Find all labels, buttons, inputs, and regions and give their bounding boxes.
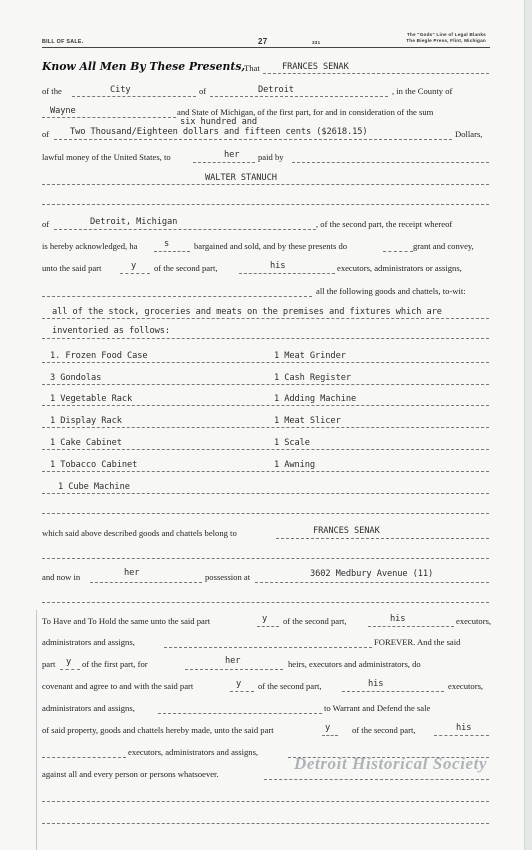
item-line-2 <box>42 384 489 385</box>
blank-line-6 <box>264 779 489 780</box>
has-line <box>154 251 190 252</box>
item-line-1 <box>42 362 489 363</box>
city-type-line <box>72 96 196 97</box>
grant-line <box>383 251 413 252</box>
goods-description-1: all of the stock, groceries and meats on the premises and fixtures which are <box>52 307 442 317</box>
first-part-label: of the first part, for <box>82 659 148 669</box>
item-left-3: 1 Vegetable Rack <box>50 394 133 404</box>
second-part-label-4: of the second part, <box>352 725 416 735</box>
dollars-label: Dollars, <box>455 129 483 139</box>
seller-city: Detroit <box>258 85 294 95</box>
amount-line <box>54 139 452 140</box>
blank-line-4 <box>42 602 489 603</box>
possession-line <box>90 582 202 583</box>
party-y-line-2 <box>230 691 254 692</box>
second-part-label-3: of the second part, <box>258 681 322 691</box>
his-line-3 <box>342 691 444 692</box>
bargained-label: bargained and sold, and by these presents do <box>194 241 348 251</box>
her-line <box>185 669 283 670</box>
party-y-2: y <box>236 679 242 689</box>
buyer-city: Detroit, Michigan <box>90 217 178 227</box>
seller-city-line <box>210 96 388 97</box>
seller-name: FRANCES SENAK <box>282 62 349 72</box>
goods-line-0 <box>42 296 312 297</box>
part-y-line <box>60 669 80 670</box>
her-insert: her <box>225 656 241 666</box>
of-label-3: of <box>42 219 50 229</box>
of-label: of <box>199 86 207 96</box>
form-code: 331 <box>312 40 321 45</box>
amount-insert: six hundred and <box>180 117 257 127</box>
blank-line-2 <box>42 513 489 514</box>
page-fold-edge <box>524 0 532 850</box>
county-line <box>42 117 176 118</box>
state-consideration: and State of Michigan, of the first part, for and in consideration of the sum <box>177 107 434 117</box>
owner-name: FRANCES SENAK <box>313 526 380 536</box>
receipt-label: , of the second part, the receipt whereof <box>316 219 453 229</box>
to-whom: her <box>224 150 240 160</box>
party-y-line-3 <box>322 735 338 736</box>
goods-line-2 <box>42 338 489 339</box>
admins-assigns-label: administrators and assigns, <box>42 637 135 647</box>
publisher-line-1: The "Gods" Line of Legal Blanks <box>406 32 486 37</box>
item-left-6: 1 Tobacco Cabinet <box>50 460 138 470</box>
item-right-6: 1 Awning <box>274 460 316 470</box>
paid-by-line <box>292 162 489 163</box>
item-line-6 <box>42 471 489 472</box>
item-left-7: 1 Cube Machine <box>58 482 130 492</box>
blank-line-8 <box>42 823 489 824</box>
amount-words: Two Thousand/Eighteen dollars and fifteen cents ($2618.15) <box>70 127 368 137</box>
his-line-2 <box>368 626 454 627</box>
executors-label-2: executors, <box>456 616 492 626</box>
his-insert-3: his <box>368 679 384 689</box>
warrant-line <box>158 713 322 714</box>
watermark: Detroit Historical Society <box>294 754 488 773</box>
heirs-label: heirs, executors and administrators, do <box>288 659 421 669</box>
item-line-4 <box>42 427 489 428</box>
executors-line-4 <box>42 757 126 758</box>
blank-line-1 <box>42 204 489 205</box>
that-label: That <box>244 63 260 73</box>
party-y-3: y <box>325 723 331 733</box>
has-insert: s <box>164 239 170 249</box>
publisher-block <box>406 32 486 44</box>
unto-party-label: unto the said part <box>42 263 102 273</box>
party-insert: y <box>131 261 137 271</box>
said-property-label: of said property, goods and chattels hereby made, unto the said part <box>42 725 274 735</box>
item-left-5: 1 Cake Cabinet <box>50 438 122 448</box>
against-all-label: against all and every person or persons whatsoever. <box>42 769 219 779</box>
blank-line-3 <box>42 558 489 559</box>
item-right-5: 1 Scale <box>274 438 310 448</box>
blank-line-7 <box>42 801 489 802</box>
document-heading: Know All Men By These Presents, <box>42 60 246 73</box>
buyer-name: WALTER STANUCH <box>205 173 277 183</box>
publisher-line-2: The Biegle Press, Flint, Michigan <box>406 38 486 43</box>
executors-label-3: executors, <box>448 681 484 691</box>
his-line <box>239 273 335 274</box>
page-number: 27 <box>258 37 268 46</box>
to-whom-line <box>193 162 255 163</box>
paid-by-label: paid by <box>258 152 284 162</box>
belong-to-label: which said above described goods and chattels belong to <box>42 528 237 538</box>
now-in-label: and now in <box>42 572 81 582</box>
following-goods-label: all the following goods and chattels, to-wit: <box>316 286 466 296</box>
grant-label: grant and convey, <box>413 241 474 251</box>
address-line <box>255 582 489 583</box>
seller-county: Wayne <box>50 106 76 116</box>
his-insert: his <box>270 261 286 271</box>
executors-label: executors, administrators or assigns, <box>337 263 462 273</box>
forever-line <box>164 647 372 648</box>
party-y: y <box>262 614 268 624</box>
item-line-7 <box>42 493 489 494</box>
address: 3602 Medbury Avenue (11) <box>310 569 434 579</box>
warrant-label: to Warrant and Defend the sale <box>324 703 431 713</box>
header-rule <box>42 47 490 48</box>
item-right-2: 1 Cash Register <box>274 373 351 383</box>
of-label-2: of <box>42 129 50 139</box>
county-label: , in the County of <box>392 86 453 96</box>
forever-label: FOREVER. And the said <box>374 637 461 647</box>
buyer-line <box>42 184 489 185</box>
margin-rule <box>36 610 37 850</box>
part-label: part <box>42 659 56 669</box>
acknowledged-label: is hereby acknowledged, ha <box>42 241 138 251</box>
item-line-3 <box>42 405 489 406</box>
covenant-label: covenant and agree to and with the said part <box>42 681 194 691</box>
of-the-label: of the <box>42 86 62 96</box>
seller-city-type: City <box>110 85 131 95</box>
his-line-4 <box>434 735 489 736</box>
goods-description-2: inventoried as follows: <box>52 326 170 336</box>
part-y: y <box>66 657 72 667</box>
second-part-label: of the second part, <box>154 263 218 273</box>
party-y-line <box>257 626 279 627</box>
item-left-1: 1. Frozen Food Case <box>50 351 148 361</box>
item-right-1: 1 Meat Grinder <box>274 351 346 361</box>
item-right-4: 1 Meat Slicer <box>274 416 341 426</box>
his-insert-2: his <box>390 614 406 624</box>
owner-line <box>276 538 489 539</box>
party-line <box>120 273 150 274</box>
buyer-city-line <box>54 229 316 230</box>
possession-at-label: possession at <box>205 572 251 582</box>
second-part-label-2: of the second part, <box>283 616 347 626</box>
admins-assigns-label-2: administrators and assigns, <box>42 703 135 713</box>
goods-line-1 <box>42 318 489 319</box>
executors-admins-label: executors, administrators and assigns, <box>128 747 259 757</box>
his-insert-4: his <box>456 723 472 733</box>
item-left-2: 3 Gondolas <box>50 373 102 383</box>
form-name: BILL OF SALE. <box>42 39 84 45</box>
lawful-money-label: lawful money of the United States, to <box>42 152 171 162</box>
to-have-hold-label: To Have and To Hold the same unto the said part <box>42 616 211 626</box>
item-line-5 <box>42 449 489 450</box>
possession-pronoun: her <box>124 568 140 578</box>
item-left-4: 1 Display Rack <box>50 416 122 426</box>
item-right-3: 1 Adding Machine <box>274 394 357 404</box>
seller-line <box>263 73 489 74</box>
